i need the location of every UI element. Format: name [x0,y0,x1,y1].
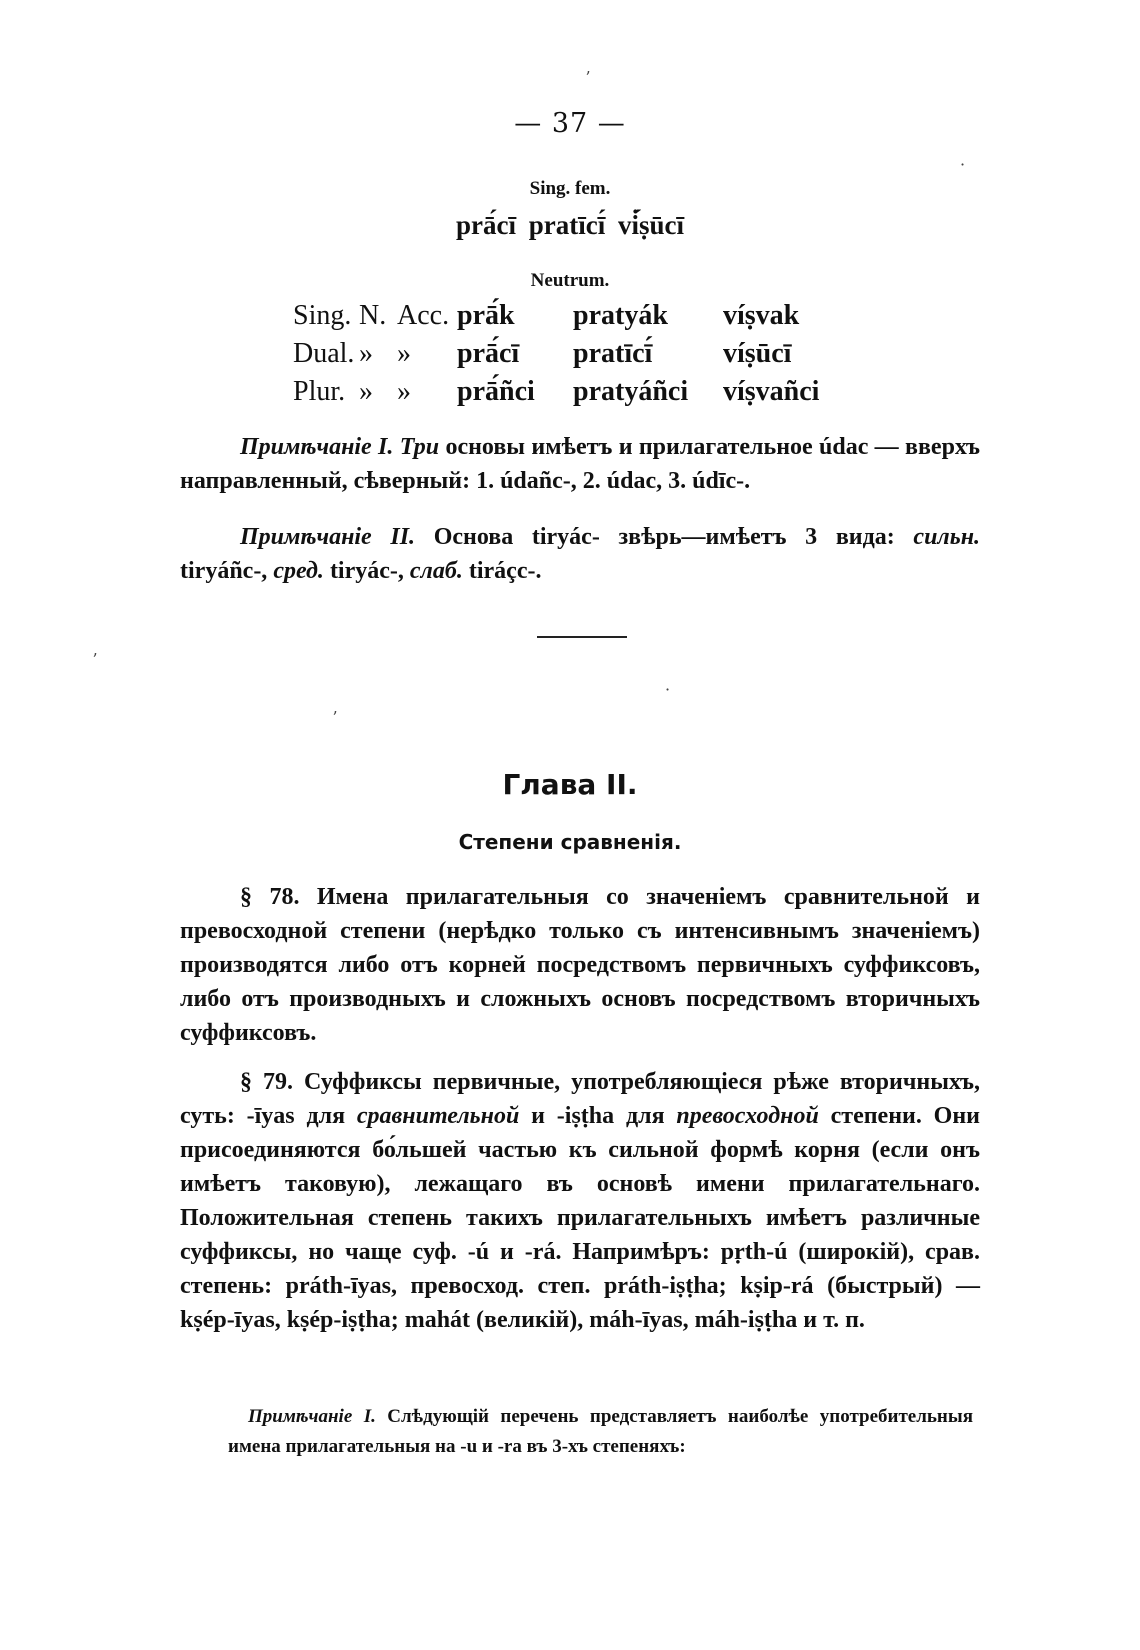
case-cell: » [397,338,411,369]
emphasis: сравнительной [356,1103,520,1129]
paragraph-text: Суффиксы первичные, употребляющіеся рѣже вторичныхъ, суть: -īyas для [180,1069,981,1129]
scan-speck: · [665,680,671,699]
section-divider [537,636,627,638]
case-cell: N. [359,300,387,331]
sing-fem-forms: prā́cī pratīcī́ vi̇́ṣūcī [456,210,684,240]
form-cell: prā́ñci [457,376,535,407]
note-1-paragraph [180,430,980,498]
neutrum-paradigm-table [293,300,819,414]
case-cell: » [397,376,411,407]
section-78-paragraph [180,880,980,1050]
form-cell: prā́k [457,300,515,331]
note-label: Примѣчаніе II. [240,524,416,550]
note-label: Примѣчаніе I. [248,1406,376,1427]
abbreviation: сильн. [913,524,981,550]
paragraph-text: степени. Они присоединяются бо́льшей частью къ сильной формѣ корня (если онъ имѣетъ таковую), лежащаго въ основѣ имени прилагательнаго. Положительная степень такихъ прилагательныхъ имѣетъ различные суффиксы, но чаще суф. -ú и -rá. Напримѣръ: pṛth-ú (широкій), срав. степень: práth-īyas, превосход. степ. práth-iṣṭha; kṣip-rá (быстрый) — kṣép-īyas, kṣép-iṣṭha; mahát (великій), máh-īyas, máh-iṣṭha и т. п. [180,1103,981,1333]
abbreviation: сред. [273,558,324,584]
abbreviation: слаб. [409,558,463,584]
note-text: tiryáñc-, [180,558,268,584]
scan-speck: · [960,155,966,174]
scan-speck: ʼ [332,708,338,727]
neutrum-label: Neutrum. [530,270,610,291]
paragraph-text: Имена прилагательныя со значеніемъ сравнительной и превосходной степени (нерѣдко только съ интенсивнымъ значеніемъ) производятся либо отъ корней посредствомъ первичныхъ суффиксовъ, либо отъ производныхъ и сложныхъ основъ посредствомъ вторичныхъ суффиксовъ. [180,884,980,1046]
chapter-subtitle: Степени сравненія. [458,830,682,854]
number-cell: Dual. [293,338,355,369]
scan-speck: ʼ [585,68,591,87]
case-cell: » [359,376,373,407]
note-3-paragraph [228,1402,973,1462]
form-cell: víṣvak [723,300,800,331]
case-cell: Acc. [397,300,450,331]
note-label: Примѣчаніе I. [240,434,394,460]
number-cell: Sing. [293,300,352,331]
emphasis: превосходной [676,1103,819,1129]
note-text: tiráçc-. [468,558,542,584]
section-mark: § 79. [240,1069,293,1095]
table-row [293,338,819,376]
table-row [293,376,819,414]
table-row [293,300,819,338]
note-2-paragraph [180,520,980,588]
note-emphasis: Три [399,434,440,460]
section-mark: § 78. [240,884,300,910]
paragraph-text: и -iṣṭha для [531,1103,665,1129]
form-cell: pratyáñci [573,376,689,407]
note-text: Основа tiryác- звѣрь—имѣетъ 3 вида: [433,524,895,550]
section-79-paragraph [180,1065,980,1337]
note-text: tiryác-, [329,558,404,584]
form-cell: pratīcī́ [573,338,653,369]
sing-fem-label: Sing. fem. [529,178,611,199]
note-text: Слѣдующій перечень представляетъ наиболѣе употребительныя имена прилагательныя на -u и -ra въ 3-хъ степеняхъ: [228,1406,973,1457]
form-cell: prā́cī [457,338,520,369]
number-cell: Plur. [293,376,346,407]
note-text: основы имѣетъ и прилагательное údac — вверхъ направленный, сѣверный: 1. údañc-, 2. údac, 3. údīc-. [180,434,981,494]
form-cell: víṣūcī [723,338,792,369]
case-cell: » [359,338,373,369]
form-cell: pratyák [573,300,668,331]
page-number: — 37 — [514,108,626,139]
scan-speck: ʼ [92,650,98,669]
form-cell: víṣvañci [723,376,820,407]
chapter-title: Глава II. [502,768,638,801]
